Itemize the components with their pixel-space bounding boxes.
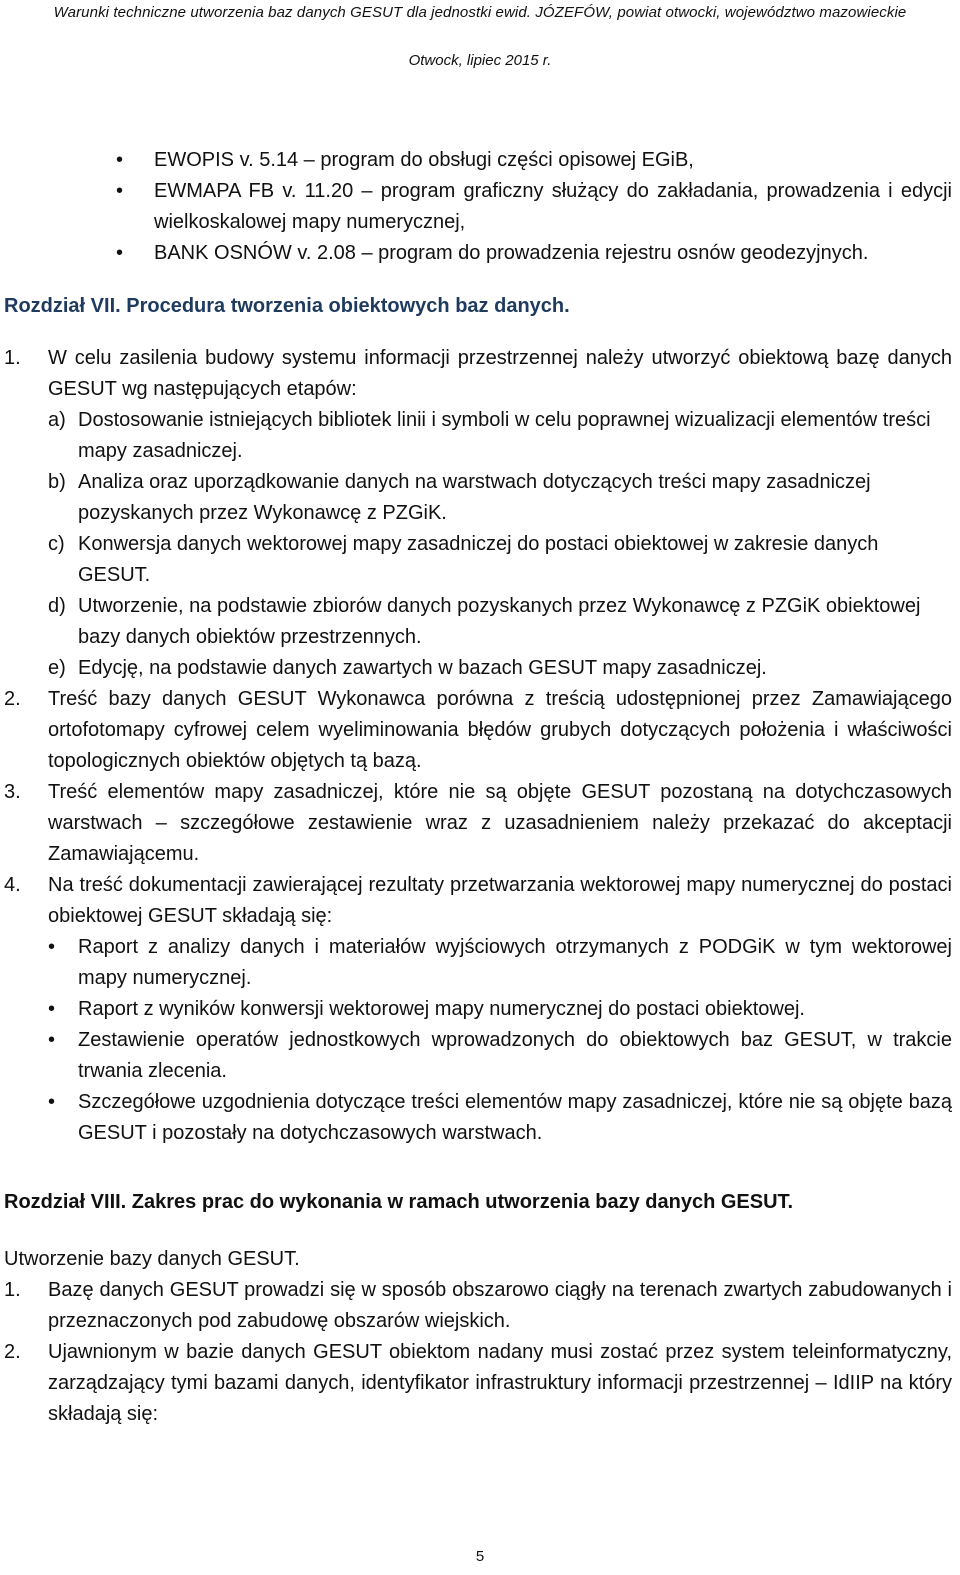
bullet-icon: • xyxy=(116,180,124,202)
list-item xyxy=(48,467,952,529)
item-text: Edycję, na podstawie danych zawartych w bazach GESUT mapy zasadniczej. xyxy=(78,657,767,679)
list-item xyxy=(0,238,960,269)
list-item xyxy=(48,653,952,684)
list-item xyxy=(0,684,960,777)
chapter-8-heading: Rozdział VIII. Zakres prac do wykonania w ramach utworzenia bazy danych GESUT. xyxy=(4,1191,794,1213)
list-item xyxy=(0,145,960,176)
document-body xyxy=(0,145,960,1430)
list-item xyxy=(48,405,952,467)
bullet-icon: • xyxy=(116,149,124,171)
item-text: Konwersja danych wektorowej mapy zasadniczej do postaci obiektowej w zakresie danych GESUT. xyxy=(78,533,879,586)
item-letter: b) xyxy=(48,471,66,493)
item-number: 4. xyxy=(4,874,21,896)
chapter-7-heading: Rozdział VII. Procedura tworzenia obiektowych baz danych. xyxy=(4,295,570,317)
item-number: 3. xyxy=(4,781,21,803)
item-text: Treść elementów mapy zasadniczej, które nie są objęte GESUT pozostaną na dotychczasowych warstwach – szczegółowe zestawienie wraz z uzasadnieniem należy przekazać do akceptacji Zamawiającemu. xyxy=(48,781,952,865)
item-text: Ujawnionym w bazie danych GESUT obiektom nadany musi zostać przez system teleinformatyczny, zarządzający tymi bazami danych, identyfikator infrastruktury informacji przestrzennej – IdIIP na który składają się: xyxy=(48,1341,952,1425)
bullet-icon: • xyxy=(48,998,56,1020)
software-list xyxy=(0,145,960,269)
documentation-list xyxy=(48,932,952,1149)
item-text: Treść bazy danych GESUT Wykonawca porówna z treścią udostępnionej przez Zamawiającego ortofotomapy cyfrowej celem wyeliminowania błędów grubych dotyczących położenia i właściwości topologicznych obiektów objętych tą bazą. xyxy=(48,688,952,772)
software-item-text: BANK OSNÓW v. 2.08 – program do prowadzenia rejestru osnów geodezyjnych. xyxy=(154,242,869,264)
list-item xyxy=(48,1025,952,1087)
list-item xyxy=(48,529,952,591)
bullet-icon: • xyxy=(116,242,124,264)
item-letter: d) xyxy=(48,595,66,617)
list-item xyxy=(0,777,960,870)
item-text: Zestawienie operatów jednostkowych wprowadzonych do obiektowych baz GESUT, w trakcie trwania zlecenia. xyxy=(78,1029,952,1082)
chapter-8-subheading: Utworzenie bazy danych GESUT. xyxy=(4,1248,300,1270)
bullet-icon: • xyxy=(48,1091,56,1113)
software-item-text: EWMAPA FB v. 11.20 – program graficzny służący do zakładania, prowadzenia i edycji wielkoskalowej mapy numerycznej, xyxy=(154,180,952,233)
list-item xyxy=(0,1275,960,1337)
list-item xyxy=(48,932,952,994)
item-letter: e) xyxy=(48,657,66,679)
list-item xyxy=(48,1087,952,1149)
item-text: Szczegółowe uzgodnienia dotyczące treści elementów mapy zasadniczej, które nie są objęte bazą GESUT i pozostały na dotychczasowych warstwach. xyxy=(78,1091,952,1144)
list-item xyxy=(0,870,960,1149)
stage-list xyxy=(48,405,952,684)
item-text: Analiza oraz uporządkowanie danych na warstwach dotyczących treści mapy zasadniczej pozyskanych przez Wykonawcę z PZGiK. xyxy=(78,471,871,524)
document-header-date: Otwock, lipiec 2015 r. xyxy=(408,52,552,69)
item-text: Na treść dokumentacji zawierającej rezultaty przetwarzania wektorowej mapy numerycznej do postaci obiektowej GESUT składają się: xyxy=(48,874,952,927)
list-item xyxy=(0,176,960,238)
item-number: 2. xyxy=(4,1341,21,1363)
item-number: 1. xyxy=(4,1279,21,1301)
item-number: 1. xyxy=(4,347,21,369)
list-item xyxy=(48,994,952,1025)
item-text: Raport z wyników konwersji wektorowej mapy numerycznej do postaci obiektowej. xyxy=(78,998,805,1020)
document-header-title: Warunki techniczne utworzenia baz danych GESUT dla jednostki ewid. JÓZEFÓW, powiat otwocki, województwo mazowieckie xyxy=(53,4,907,21)
list-item xyxy=(0,1337,960,1430)
list-item xyxy=(48,591,952,653)
chapter-8-list xyxy=(0,1275,960,1430)
list-item xyxy=(0,343,960,684)
item-text: Utworzenie, na podstawie zbiorów danych pozyskanych przez Wykonawcę z PZGiK obiektowej bazy danych obiektów przestrzennych. xyxy=(78,595,921,648)
item-text: Bazę danych GESUT prowadzi się w sposób obszarowo ciągły na terenach zwartych zabudowanych i przeznaczonych pod zabudowę obszarów wiejskich. xyxy=(48,1279,952,1332)
item-text: Dostosowanie istniejących bibliotek linii i symboli w celu poprawnej wizualizacji elementów treści mapy zasadniczej. xyxy=(78,409,931,462)
item-number: 2. xyxy=(4,688,21,710)
page-number: 5 xyxy=(475,1548,485,1565)
item-text: Raport z analizy danych i materiałów wyjściowych otrzymanych z PODGiK w tym wektorowej mapy numerycznej. xyxy=(78,936,952,989)
item-letter: a) xyxy=(48,409,66,431)
software-item-text: EWOPIS v. 5.14 – program do obsługi części opisowej EGiB, xyxy=(154,149,694,171)
item-text: W celu zasilenia budowy systemu informacji przestrzennej należy utworzyć obiektową bazę danych GESUT wg następujących etapów: xyxy=(48,347,952,400)
item-letter: c) xyxy=(48,533,65,555)
bullet-icon: • xyxy=(48,1029,56,1051)
bullet-icon: • xyxy=(48,936,56,958)
chapter-7-list xyxy=(0,343,960,1149)
